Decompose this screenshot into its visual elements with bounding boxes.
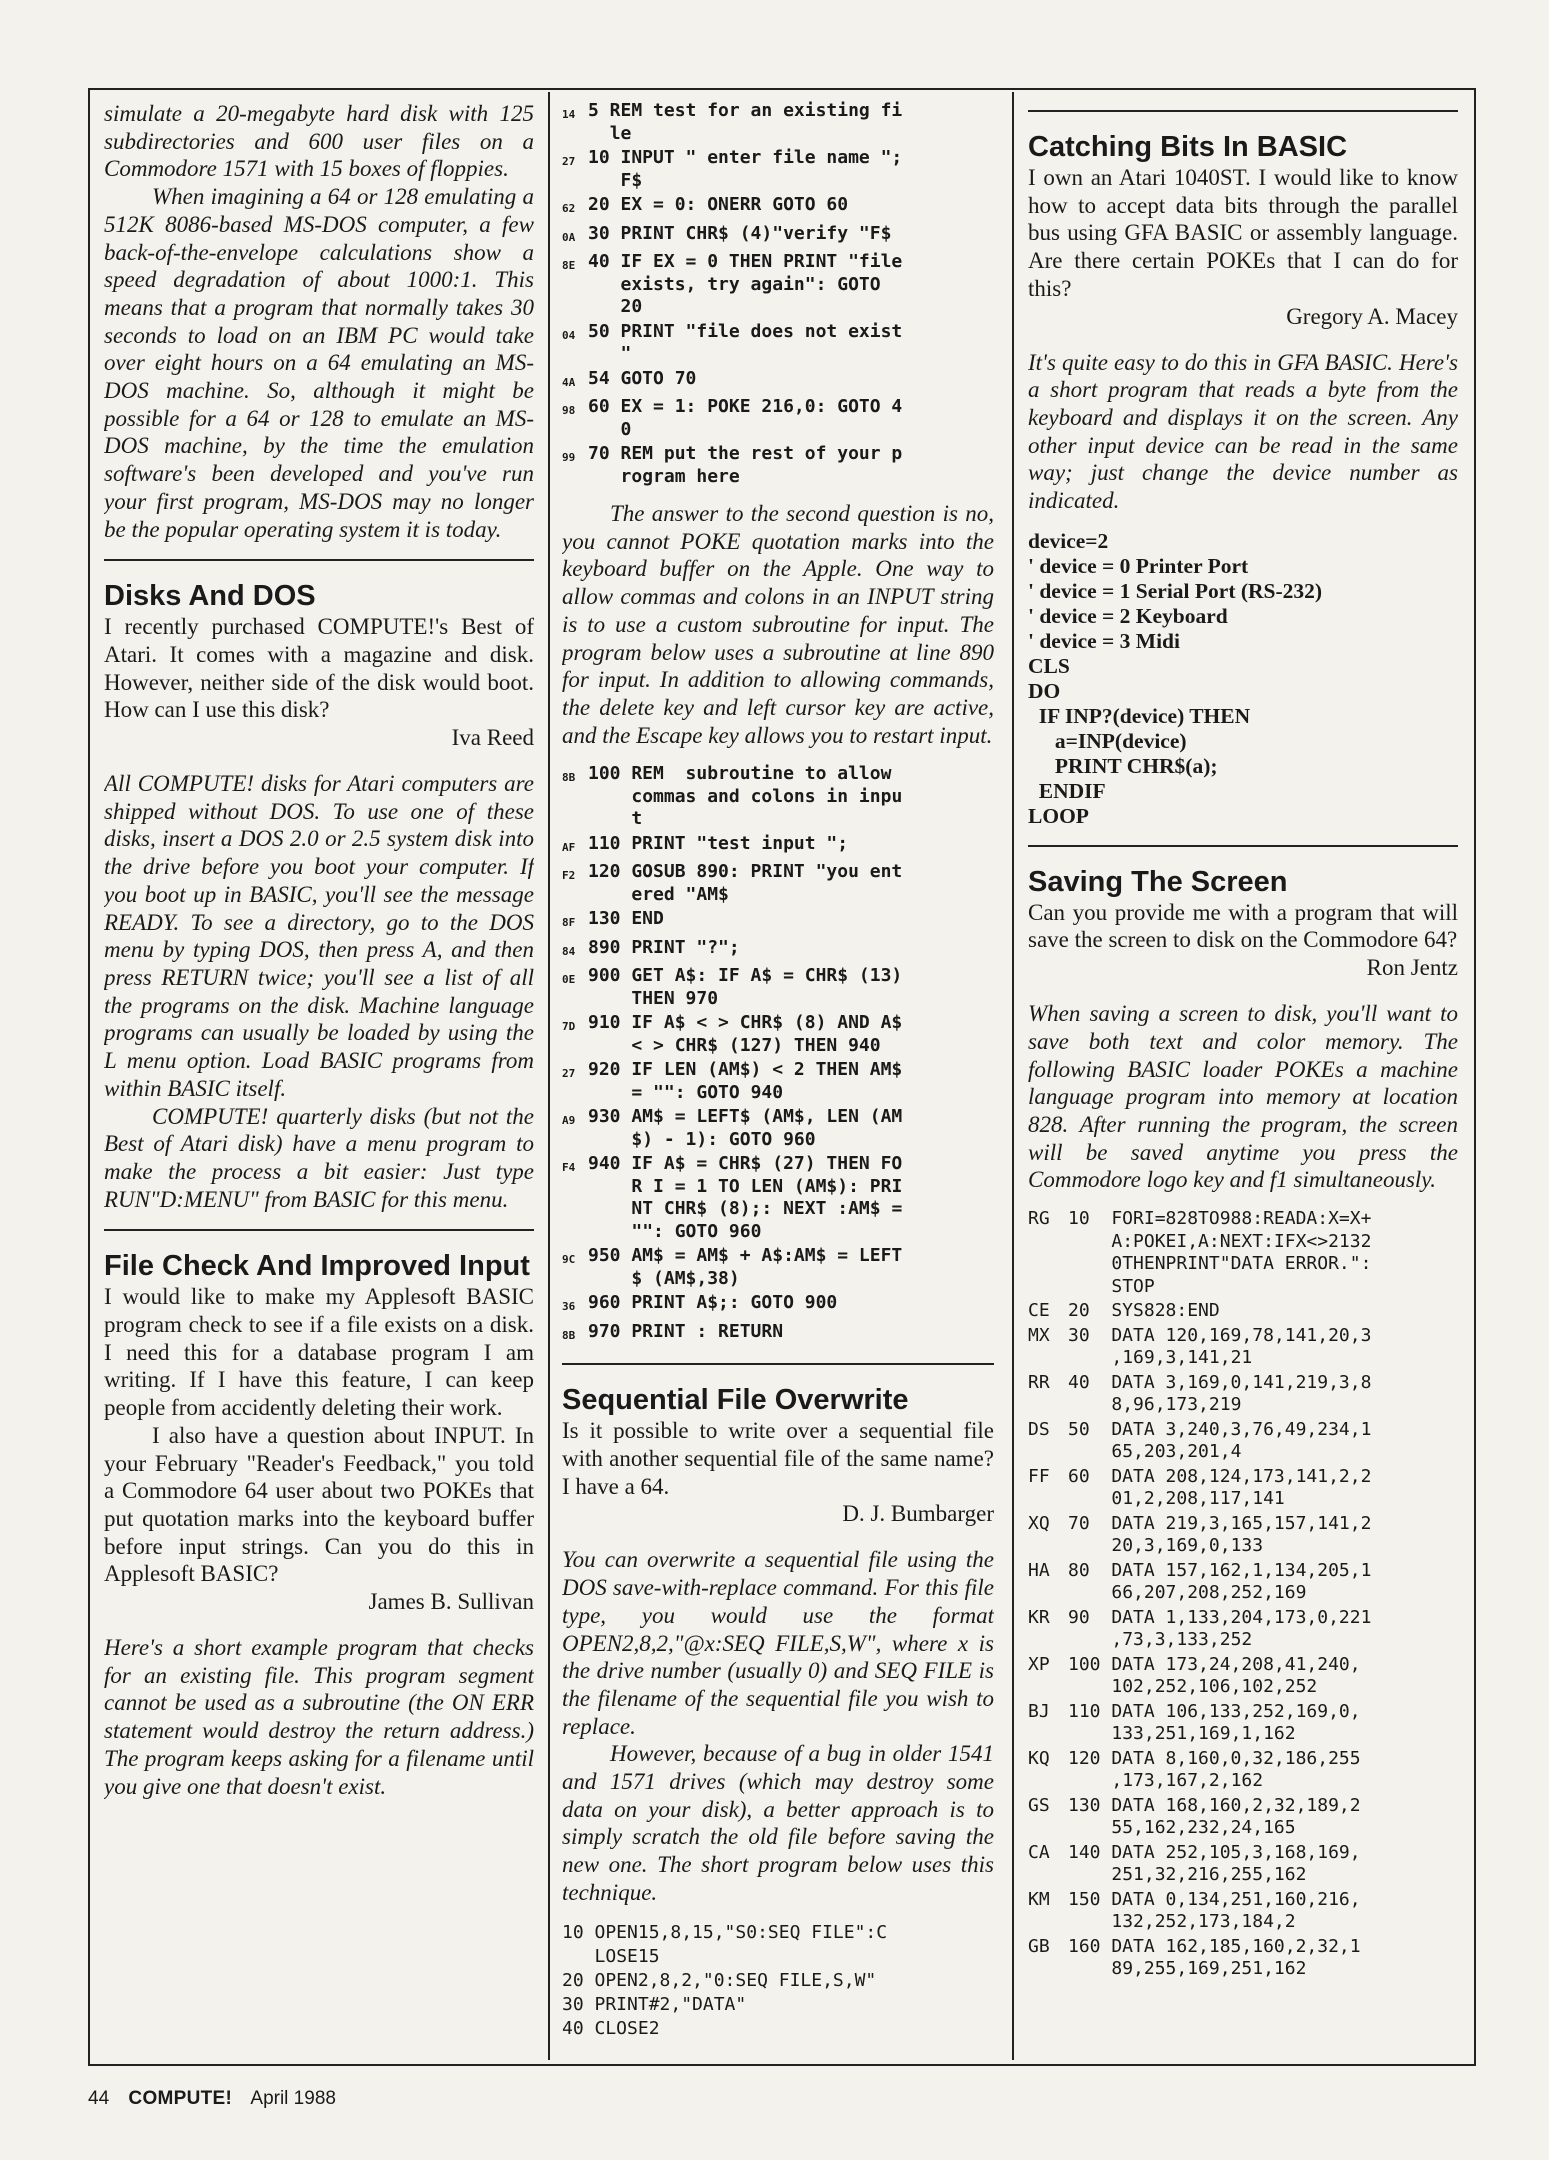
listing-line	[562, 1106, 994, 1151]
checksum-code: MX	[1028, 1324, 1050, 1346]
listing-line	[1028, 1372, 1458, 1417]
intro-paragraph: When imagining a 64 or 128 emulating a 512K 8086-based MS-DOS computer, a few back-of-the-envelope calculations show a speed degradation of about 1000:1. This means that a program that normally takes 30 seconds to load on an IBM PC would take over eight hours on a 64 emulating an MS-DOS machine. So, although it might be possible for a 64 or 128 to emulate an MS-DOS machine, by the time the emulation software's been developed and you've run your first program, MS-DOS may no longer be the popular operating system it is today.	[104, 184, 534, 542]
column-rule	[1012, 92, 1014, 2060]
code-line: ' device = 1 Serial Port (RS-232)	[1028, 578, 1323, 603]
answer-paragraph: The answer to the second question is no, you cannot POKE quotation marks into the keyboard buffer on the Apple. One way to allow commas and colons in an INPUT string is to use a custom subroutine for input. The program below uses a subroutine at line 890 for input. In addition to allowing commands, the delete key and left cursor key are active, and the Escape key allows you to restart input.	[562, 501, 994, 748]
listing-line	[1028, 1419, 1458, 1464]
checksum-code: 36	[562, 1300, 576, 1314]
checksum-code: 8E	[562, 259, 576, 272]
section-divider	[562, 1363, 994, 1365]
reader-name: James B. Sullivan	[368, 1589, 534, 1615]
code-line: 60 DATA 208,124,173,141,2,2 01,2,208,117,141	[1068, 1465, 1372, 1510]
reader-question: I recently purchased COMPUTE!'s Best of Atari. It comes with a magazine and disk. However, neither side of the disk would boot. How can I use this disk?	[104, 614, 534, 723]
code-line: 130 DATA 168,160,2,32,189,2 55,162,232,24,165	[1068, 1794, 1361, 1839]
listing-line	[562, 147, 994, 192]
listing-line	[562, 321, 994, 366]
checksum-code: 8B	[562, 1328, 576, 1342]
code-line: 20 SYS828:END	[1068, 1300, 1220, 1322]
code-line: 10 INPUT " enter file name "; F$	[588, 147, 903, 191]
section-heading-seqfile: Sequential File Overwrite	[562, 1384, 909, 1417]
checksum-code: F2	[562, 869, 576, 883]
code-line: 70 REM put the rest of your p rogram here	[588, 443, 903, 487]
checksum-code: 7D	[562, 1020, 576, 1034]
code-line: device=2	[1028, 528, 1109, 553]
code-line: 960 PRINT A$;: GOTO 900	[588, 1292, 838, 1314]
section-heading-disks: Disks And DOS	[104, 580, 316, 613]
listing-line	[1028, 1936, 1458, 1981]
program-listing	[1028, 529, 1458, 829]
checksum-code: HA	[1028, 1559, 1050, 1581]
answer-paragraph: Here's a short example program that checks for an existing file. This program segment cannot be used as a subroutine (the ON ERR statement would destroy the return address.) The program keeps asking for a filename until you give one that doesn't exist.	[104, 1635, 534, 1799]
reader-name: Ron Jentz	[1366, 955, 1458, 981]
checksum-code: 27	[562, 1067, 576, 1081]
checksum-code: BJ	[1028, 1700, 1050, 1722]
code-line: LOOP	[1028, 803, 1089, 828]
checksum-code: 27	[562, 155, 576, 168]
section-divider	[1028, 845, 1458, 847]
checksum-code: KR	[1028, 1606, 1050, 1628]
checksum-code: GB	[1028, 1935, 1050, 1957]
code-line: CLS	[1028, 653, 1070, 678]
listing-line	[562, 833, 994, 860]
listing-line	[562, 763, 994, 831]
listing-line	[562, 223, 994, 250]
code-line: 900 GET A$: IF A$ = CHR$ (13) THEN 970	[588, 965, 903, 1009]
listing-line	[562, 396, 994, 441]
program-listing	[562, 100, 994, 488]
code-line: 30 PRINT CHR$ (4)"verify "F$	[588, 222, 892, 244]
listing-line	[1028, 1560, 1458, 1605]
code-line: 160 DATA 162,185,160,2,32,1 89,255,169,251,162	[1068, 1935, 1361, 1980]
answer-paragraph: You can overwrite a sequential file using the DOS save-with-replace command. For this file type, you would use the format OPEN2,8,2,"@x:SEQ FILE,S,W", where x is the drive number (usually 0) and SEQ FILE is the filename of the sequential file you wish to replace.	[562, 1547, 994, 1739]
answer-paragraph: However, because of a bug in older 1541 and 1571 drives (which may destroy some data on your disk), a better approach is to simply scratch the old file before saving the new one. The short program below uses this technique.	[562, 1741, 994, 1905]
code-line: 20 EX = 0: ONERR GOTO 60	[588, 194, 849, 215]
checksum-code: XQ	[1028, 1512, 1050, 1534]
intro-paragraph: simulate a 20-megabyte hard disk with 125 subdirectories and 600 user files on a Commodore 1571 with 15 boxes of floppies.	[104, 101, 534, 182]
code-line: 50 DATA 3,240,3,76,49,234,1 65,203,201,4	[1068, 1418, 1372, 1463]
code-line: 120 DATA 8,160,0,32,186,255 ,173,167,2,162	[1068, 1747, 1361, 1792]
listing-line	[1028, 1701, 1458, 1746]
checksum-code: 62	[562, 202, 576, 215]
listing-line	[1028, 1795, 1458, 1840]
answer-paragraph: COMPUTE! quarterly disks (but not the Best of Atari disk) have a menu program to make the process a bit easier: Just type RUN"D:MENU" from BASIC for this menu.	[104, 1103, 534, 1212]
reader-question: I own an Atari 1040ST. I would like to know how to accept data bits through the parallel bus using GFA BASIC or assembly language. Are there certain POKEs that I can do for this?	[1028, 165, 1458, 301]
section-heading-screen: Saving The Screen	[1028, 865, 1288, 898]
program-listing	[562, 763, 994, 1347]
column-1	[104, 100, 534, 1800]
magazine-name: COMPUTE!	[128, 2088, 233, 2109]
code-line: 950 AM$ = AM$ + A$:AM$ = LEFT $ (AM$,38)	[588, 1245, 903, 1289]
listing-line	[1028, 1466, 1458, 1511]
listing-line	[562, 368, 994, 395]
code-line: ENDIF	[1028, 778, 1106, 803]
answer-paragraph: When saving a screen to disk, you'll want to save both text and color memory. The following BASIC loader POKEs a machine language program into memory at location 828. After running the program, the screen will be saved anytime you press the Commodore logo key and f1 simultaneously.	[1028, 1001, 1458, 1193]
code-line: 130 END	[588, 908, 664, 930]
listing-line	[562, 251, 994, 319]
listing-line	[1028, 1607, 1458, 1652]
answer-paragraph: It's quite easy to do this in GFA BASIC. Here's a short program that reads a byte from the keyboard and displays it on the screen. Any other input device can be read in the same way; just change the device number as indicated.	[1028, 349, 1458, 514]
section-heading-filecheck: File Check And Improved Input	[104, 1250, 530, 1283]
code-line: 10 FORI=828TO988:READA:X=X+ A:POKEI,A:NEXT:IFX<>2132 0THENPRINT"DATA ERROR.": STOP	[1068, 1208, 1372, 1297]
checksum-code: A9	[562, 1114, 576, 1128]
code-line: 70 DATA 219,3,165,157,141,2 20,3,169,0,133	[1068, 1512, 1372, 1557]
column-3	[1028, 100, 1458, 1983]
checksum-code: KM	[1028, 1888, 1050, 1910]
code-line: 54 GOTO 70	[588, 367, 697, 389]
code-line: 920 IF LEN (AM$) < 2 THEN AM$ = "": GOTO 940	[588, 1059, 903, 1103]
listing-line	[562, 100, 994, 145]
code-line: ' device = 0 Printer Port	[1028, 553, 1249, 578]
checksum-code: 98	[562, 404, 576, 417]
checksum-code: 8F	[562, 916, 576, 930]
reader-name: Iva Reed	[451, 725, 534, 751]
reader-name: Gregory A. Macey	[1286, 303, 1458, 329]
listing-line	[562, 1292, 994, 1319]
page-number: 44	[88, 2088, 110, 2109]
section-divider	[104, 559, 534, 561]
code-line: 940 IF A$ = CHR$ (27) THEN FO R I = 1 TO LEN (AM$): PRI NT CHR$ (8);: NEXT :AM$ = "": GOTO 960	[588, 1153, 903, 1242]
code-line: 40 DATA 3,169,0,141,219,3,8 8,96,173,219	[1068, 1371, 1372, 1416]
reader-name: D. J. Bumbarger	[842, 1501, 994, 1527]
listing-line	[562, 443, 994, 488]
code-line: 110 PRINT "test input ";	[588, 832, 849, 854]
reader-question: Is it possible to write over a sequential file with another sequential file of the same name? I have a 64.	[562, 1418, 994, 1499]
listing-line	[562, 1245, 994, 1290]
checksum-code: 04	[562, 328, 576, 342]
code-line: 100 DATA 173,24,208,41,240, 102,252,106,102,252	[1068, 1653, 1361, 1698]
issue-date: April 1988	[250, 2088, 336, 2109]
code-line: 110 DATA 106,133,252,169,0, 133,251,169,1,162	[1068, 1700, 1361, 1745]
code-line: ' device = 3 Midi	[1028, 628, 1180, 653]
code-line: PRINT CHR$(a);	[1028, 753, 1218, 778]
code-line: 40 IF EX = 0 THEN PRINT "file exists, try again": GOTO 20	[588, 251, 903, 317]
checksum-code: 8B	[562, 771, 576, 785]
column-2	[562, 100, 994, 2041]
listing-line	[1028, 1208, 1458, 1298]
listing-line	[562, 1059, 994, 1104]
code-line: 140 DATA 252,105,3,168,169, 251,32,216,255,162	[1068, 1841, 1361, 1886]
page-footer	[88, 2088, 336, 2110]
checksum-code: CE	[1028, 1300, 1050, 1322]
code-line: 50 PRINT "file does not exist "	[588, 320, 903, 364]
listing-line	[562, 861, 994, 906]
listing-line	[562, 1153, 994, 1243]
checksum-code: CA	[1028, 1841, 1050, 1863]
checksum-code: 14	[562, 108, 576, 121]
listing-line	[562, 965, 994, 1010]
code-line: 30 DATA 120,169,78,141,20,3 ,169,3,141,21	[1068, 1324, 1372, 1369]
section-divider	[104, 1229, 534, 1231]
listing-line	[1028, 1513, 1458, 1558]
code-line: DO	[1028, 678, 1061, 703]
listing-line	[562, 908, 994, 935]
checksum-code: 0E	[562, 973, 576, 987]
listing-line	[1028, 1325, 1458, 1370]
reader-question: Can you provide me with a program that will save the screen to disk on the Commodore 64?	[1028, 899, 1458, 953]
checksum-code: 4A	[562, 375, 576, 389]
checksum-code: GS	[1028, 1794, 1050, 1816]
listing-line	[562, 937, 994, 964]
code-line: 970 PRINT : RETURN	[588, 1320, 784, 1342]
checksum-code: XP	[1028, 1653, 1050, 1675]
checksum-code: DS	[1028, 1418, 1050, 1440]
code-line: 910 IF A$ < > CHR$ (8) AND A$ < > CHR$ (127) THEN 940	[588, 1012, 903, 1056]
listing-line	[562, 194, 994, 221]
listing-line	[1028, 1889, 1458, 1934]
code-line: 80 DATA 157,162,1,134,205,1 66,207,208,252,169	[1068, 1559, 1372, 1604]
checksum-code: 84	[562, 944, 576, 958]
section-heading-bits: Catching Bits In BASIC	[1028, 131, 1348, 163]
code-line: 150 DATA 0,134,251,160,216, 132,252,173,184,2	[1068, 1888, 1361, 1933]
column-rule	[548, 92, 550, 2060]
checksum-code: KQ	[1028, 1747, 1050, 1769]
code-line: 5 REM test for an existing fi le	[588, 100, 903, 144]
reader-question: I would like to make my Applesoft BASIC program check to see if a file exists on a disk. I need this for a database program I am writing. If I have this feature, I can keep people from accidently deleting their work.	[104, 1284, 534, 1421]
program-listing	[1028, 1208, 1458, 1981]
program-listing: 10 OPEN15,8,15,"S0:SEQ FILE":C LOSE15 20 OPEN2,8,2,"0:SEQ FILE,S,W" 30 PRINT#2,"DATA" 40 CLOSE2	[562, 1921, 888, 2039]
code-line: 930 AM$ = LEFT$ (AM$, LEN (AM $) - 1): GOTO 960	[588, 1106, 903, 1150]
code-line: ' device = 2 Keyboard	[1028, 603, 1228, 628]
checksum-code: F4	[562, 1161, 576, 1175]
checksum-code: 0A	[562, 230, 576, 244]
checksum-code: RR	[1028, 1371, 1050, 1393]
code-line: 90 DATA 1,133,204,173,0,221 ,73,3,133,252	[1068, 1606, 1372, 1651]
code-line: 60 EX = 1: POKE 216,0: GOTO 4 0	[588, 396, 903, 440]
reader-question: I also have a question about INPUT. In your February "Reader's Feedback," you told a Commodore 64 user about two POKEs that put quotation marks into the keyboard buffer before input strings. Can you do this in Applesoft BASIC?	[104, 1422, 534, 1587]
checksum-code: RG	[1028, 1208, 1050, 1230]
section-divider	[1028, 110, 1458, 112]
listing-line	[1028, 1748, 1458, 1793]
checksum-code: 99	[562, 451, 576, 464]
listing-line	[562, 1012, 994, 1057]
code-line: 890 PRINT "?";	[588, 936, 740, 958]
listing-line	[562, 1321, 994, 1348]
code-line: 120 GOSUB 890: PRINT "you ent ered "AM$	[588, 861, 903, 905]
listing-line	[1028, 1842, 1458, 1887]
code-line: 100 REM subroutine to allow commas and colons in inpu t	[588, 763, 903, 830]
code-line: a=INP(device)	[1028, 728, 1187, 753]
answer-paragraph: All COMPUTE! disks for Atari computers are shipped without DOS. To use one of these disks, insert a DOS 2.0 or 2.5 system disk into the drive before you boot your computer. If you boot up in BASIC, you'll see the message READY. To see a directory, go to the DOS menu by typing DOS, then press A, and then press RETURN twice; you'll see a list of all the programs on the disk. Machine language programs can usually be loaded by using the L menu option. Load BASIC programs from within BASIC itself.	[104, 771, 534, 1101]
checksum-code: AF	[562, 840, 576, 854]
listing-line	[1028, 1300, 1458, 1323]
checksum-code: 9C	[562, 1253, 576, 1267]
listing-line	[1028, 1654, 1458, 1699]
checksum-code: FF	[1028, 1465, 1050, 1487]
code-line: IF INP?(device) THEN	[1028, 703, 1251, 728]
